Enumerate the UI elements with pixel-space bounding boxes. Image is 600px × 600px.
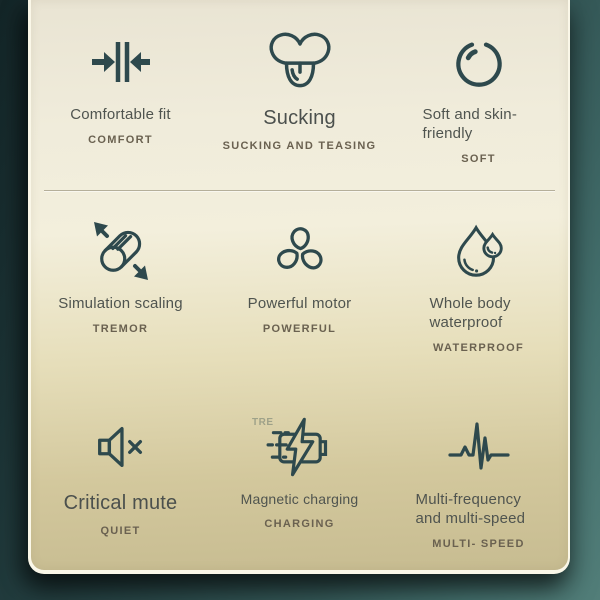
feature-row-2 <box>31 191 568 383</box>
feature-title: Whole body waterproof <box>429 295 511 331</box>
mouth-tongue-icon <box>264 22 336 102</box>
soft-ring-icon <box>449 22 509 102</box>
battery-lightning-icon <box>266 407 334 487</box>
speaker-mute-icon <box>90 407 152 487</box>
feature-comfort <box>31 0 210 190</box>
scaling-cylinder-icon <box>89 211 153 291</box>
pulse-wave-icon <box>443 407 515 487</box>
feature-row-1 <box>31 0 568 190</box>
feature-powerful <box>210 191 389 383</box>
feature-multispeed <box>389 383 568 569</box>
feature-card <box>31 0 568 570</box>
feature-title: Soft and skin-friendly <box>422 106 518 142</box>
feature-title: Critical mute <box>63 492 178 514</box>
feature-subtitle: MULTI- SPEED <box>432 537 525 550</box>
watermark-ghost: TRE <box>252 417 274 428</box>
feature-subtitle: WATERPROOF <box>432 341 524 354</box>
feature-title: Powerful motor <box>247 295 352 312</box>
feature-tremor <box>31 191 210 383</box>
feature-quiet <box>31 383 210 569</box>
feature-soft <box>389 0 568 190</box>
feature-waterproof <box>389 191 568 383</box>
feature-charging <box>210 383 389 569</box>
feature-title: Simulation scaling <box>58 295 183 312</box>
feature-title: Comfortable fit <box>70 106 171 123</box>
feature-subtitle: CHARGING <box>264 517 335 530</box>
feature-subtitle: QUIET <box>100 525 141 537</box>
feature-title: Magnetic charging <box>240 491 359 507</box>
feature-row-3 <box>31 383 568 569</box>
feature-subtitle: SOFT <box>461 152 496 165</box>
feature-sucking <box>210 0 389 190</box>
feature-subtitle: COMFORT <box>88 133 153 146</box>
feature-title: Sucking <box>263 107 336 129</box>
fan-motor-icon <box>269 211 331 291</box>
feature-subtitle: SUCKING AND TEASING <box>222 140 377 152</box>
water-drop-icon <box>448 211 510 291</box>
feature-subtitle: POWERFUL <box>262 322 337 335</box>
feature-subtitle: TREMOR <box>92 322 149 335</box>
feature-title: Multi-frequency and multi-speed <box>415 491 526 527</box>
compress-arrows-icon <box>89 22 153 102</box>
